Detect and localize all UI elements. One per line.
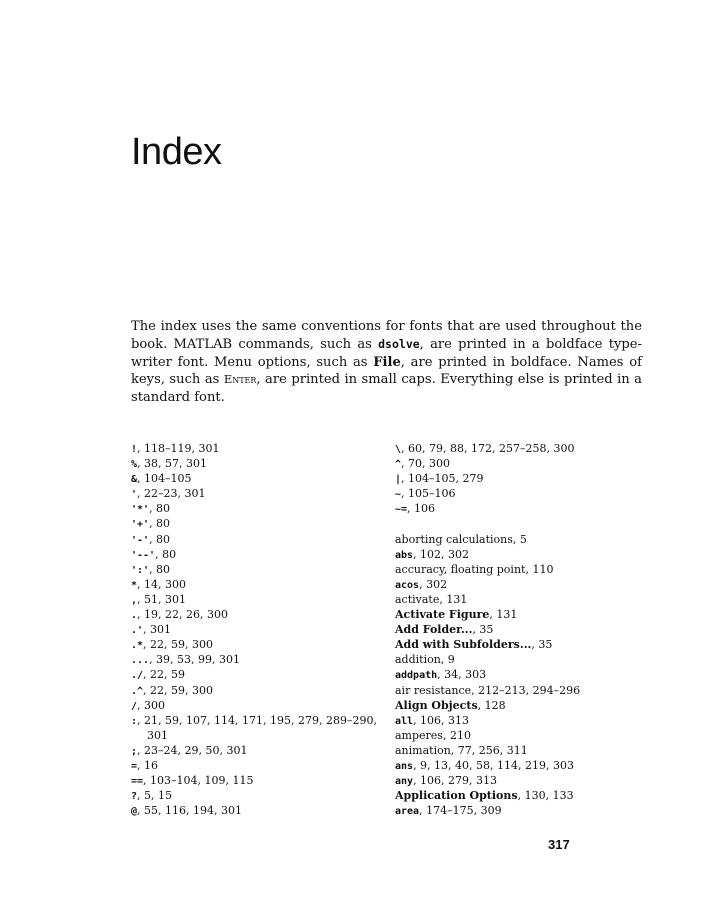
index-entry — [131, 713, 414, 728]
index-term: accuracy, floating point — [395, 562, 526, 576]
index-term: animation — [395, 743, 451, 757]
intro-text-2: , are printed in a boldface type-writer font. Menu options, such as — [131, 336, 642, 370]
index-entry — [131, 788, 411, 803]
index-pages: , 104–105 — [137, 472, 192, 486]
index-pages: , 174–175, 309 — [419, 804, 502, 818]
index-pages: , 9 — [440, 653, 455, 667]
index-pages: , 80 — [155, 547, 177, 561]
index-term: ./ — [131, 670, 144, 682]
index-entry — [131, 532, 411, 547]
index-term: ':' — [131, 564, 150, 576]
intro-text-1: The index uses the same conventions for fonts that are used throughout the book. MATLAB commands, such as — [131, 319, 642, 352]
index-term: activate — [395, 592, 440, 606]
index-entry — [395, 547, 675, 562]
index-term: & — [131, 474, 138, 486]
index-term: '+' — [131, 519, 150, 531]
index-entry — [395, 456, 675, 471]
index-pages: , 22, 59, 300 — [143, 638, 214, 652]
index-pages: , 128 — [477, 698, 506, 712]
index-term: @ — [131, 806, 138, 818]
index-entry — [131, 577, 411, 592]
index-pages: , 131 — [439, 592, 468, 606]
page-title: Index — [131, 131, 222, 173]
index-pages: , 60, 79, 88, 172, 257–258, 300 — [401, 442, 575, 455]
index-pages: , 106, 313 — [413, 713, 470, 727]
index-term: ~= — [395, 504, 408, 516]
index-term: any — [395, 776, 414, 788]
index-pages: , 21, 59, 107, 114, 171, 195, 279, 289–290, — [137, 713, 377, 727]
intro-text-4: , are printed in small caps. Everything else is printed in a standard font. — [131, 372, 642, 406]
index-pages: , 130, 133 — [517, 789, 574, 803]
index-entry — [131, 667, 411, 682]
index-column-right — [395, 441, 675, 818]
index-term: addpath — [395, 670, 438, 682]
index-pages: , 302 — [419, 577, 448, 591]
index-term: Align Objects — [395, 698, 478, 712]
index-term: Add with Subfolders... — [395, 638, 532, 652]
index-pages: , 105–106 — [401, 487, 456, 501]
index-entry — [395, 713, 675, 728]
index-pages: , 131 — [489, 608, 518, 622]
intro-paragraph — [131, 318, 642, 407]
index-entry — [395, 728, 675, 743]
index-entry — [131, 562, 411, 577]
index-term: abs — [395, 549, 414, 561]
index-entry — [131, 501, 411, 516]
index-pages: , 22, 59, 300 — [143, 683, 214, 697]
index-pages: , 300 — [137, 698, 166, 712]
index-term: acos — [395, 579, 420, 591]
index-entry — [131, 728, 411, 743]
index-group-gap — [395, 516, 675, 531]
index-entry — [131, 456, 411, 471]
index-term: ~ — [395, 489, 402, 501]
intro-menu-example: File — [373, 354, 401, 370]
index-pages: , 104–105, 279 — [401, 472, 484, 486]
index-entry — [395, 592, 675, 607]
index-entry — [395, 441, 675, 456]
index-entry — [395, 607, 675, 622]
index-entry — [395, 698, 675, 713]
index-term: Application Options — [395, 789, 518, 803]
index-term: '--' — [131, 549, 156, 561]
index-pages: , 212–213, 294–296 — [471, 683, 581, 697]
index-pages: , 210 — [442, 728, 471, 742]
intro-key-example: Enter — [223, 372, 257, 387]
index-entry — [395, 637, 675, 652]
index-pages: , 301 — [143, 623, 172, 637]
index-entry — [131, 743, 411, 758]
page-number: 317 — [548, 837, 570, 852]
index-term: amperes — [395, 728, 443, 742]
index-entry — [395, 532, 675, 547]
index-entry — [131, 607, 411, 622]
index-term: ans — [395, 760, 414, 772]
index-term: | — [395, 474, 402, 486]
index-entry — [131, 758, 414, 773]
index-entry — [395, 501, 675, 516]
index-term: ... — [131, 655, 150, 667]
index-entry — [131, 486, 411, 501]
index-term: % — [131, 459, 138, 471]
index-pages: , 118–119, 301 — [137, 442, 220, 455]
index-term: , — [131, 594, 138, 606]
index-term: area — [395, 806, 420, 818]
index-term: ! — [131, 444, 138, 455]
index-entry — [395, 622, 675, 637]
index-pages: , 80 — [149, 562, 171, 576]
index-pages: , 19, 22, 26, 300 — [137, 608, 228, 622]
index-term: . — [131, 610, 138, 622]
index-pages: , 38, 57, 301 — [137, 457, 208, 471]
index-entry — [131, 637, 411, 652]
index-entry — [395, 486, 675, 501]
index-entry — [395, 683, 675, 698]
index-pages: , 16 — [137, 758, 159, 772]
index-entry — [395, 758, 675, 773]
index-entry — [395, 471, 675, 486]
index-term: * — [131, 579, 138, 591]
index-pages: , 23–24, 29, 50, 301 — [137, 743, 248, 757]
index-entry — [131, 592, 411, 607]
index-entry — [131, 773, 414, 788]
index-pages: , 35 — [531, 638, 553, 652]
index-entry — [131, 652, 411, 667]
index-pages: , 35 — [472, 623, 494, 637]
index-entry — [131, 622, 411, 637]
index-term: .' — [131, 625, 144, 637]
index-term: '*' — [131, 504, 150, 516]
index-pages: 301 — [147, 728, 168, 742]
index-term: Activate Figure — [395, 608, 490, 622]
index-entry — [395, 667, 675, 682]
index-pages: , 55, 116, 194, 301 — [137, 804, 242, 818]
index-pages: , 51, 301 — [137, 592, 187, 606]
index-term: .* — [131, 640, 144, 652]
index-entry — [395, 562, 675, 577]
index-pages: , 34, 303 — [437, 668, 487, 682]
index-pages: , 103–104, 109, 115 — [143, 774, 254, 788]
intro-command-example: dsolve — [378, 336, 420, 351]
index-term: ' — [131, 489, 138, 501]
index-term: ; — [131, 745, 138, 757]
index-pages: , 110 — [525, 562, 554, 576]
index-pages: , 5 — [512, 532, 527, 546]
index-pages: , 106, 279, 313 — [413, 774, 498, 788]
index-term: = — [131, 760, 138, 772]
index-term: '-' — [131, 534, 150, 546]
index-term: : — [131, 715, 138, 727]
index-entry — [131, 547, 414, 562]
index-term: .^ — [131, 685, 144, 697]
index-pages: , 77, 256, 311 — [450, 743, 528, 757]
index-entry — [131, 471, 411, 486]
intro-text-3: , are printed in boldface. Names of keys, such as — [131, 354, 642, 388]
index-term: addition — [395, 653, 441, 667]
index-term: ? — [131, 791, 138, 803]
index-term: all — [395, 715, 414, 727]
index-entry — [395, 803, 675, 818]
index-pages: , 102, 302 — [413, 547, 470, 561]
index-entry — [395, 743, 675, 758]
index-entry — [395, 652, 675, 667]
index-entry — [131, 698, 411, 713]
index-term: Add Folder... — [395, 623, 473, 637]
index-term: \ — [395, 444, 402, 455]
index-pages: , 22–23, 301 — [137, 487, 206, 501]
index-term: ^ — [395, 459, 402, 471]
index-entry — [131, 441, 411, 456]
index-pages: , 70, 300 — [401, 457, 451, 471]
index-term: air resistance — [395, 683, 472, 697]
index-entry — [395, 788, 675, 803]
index-pages: , 80 — [149, 517, 171, 531]
index-pages: , 5, 15 — [137, 789, 173, 803]
index-term: / — [131, 700, 138, 712]
index-entry — [395, 773, 675, 788]
index-pages: , 80 — [149, 532, 171, 546]
index-entry — [131, 683, 411, 698]
index-pages: , 106 — [407, 502, 436, 516]
index-pages: , 39, 53, 99, 301 — [149, 653, 241, 667]
index-pages: , 9, 13, 40, 58, 114, 219, 303 — [413, 758, 574, 772]
index-term: aborting calculations — [395, 532, 513, 546]
index-entry — [131, 516, 411, 531]
index-entry — [131, 803, 411, 818]
index-pages: , 22, 59 — [143, 668, 186, 682]
index-pages: , 80 — [149, 502, 171, 516]
index-column-left — [131, 441, 414, 818]
index-pages: , 14, 300 — [137, 577, 187, 591]
index-term: == — [131, 776, 144, 788]
index-entry — [395, 577, 675, 592]
